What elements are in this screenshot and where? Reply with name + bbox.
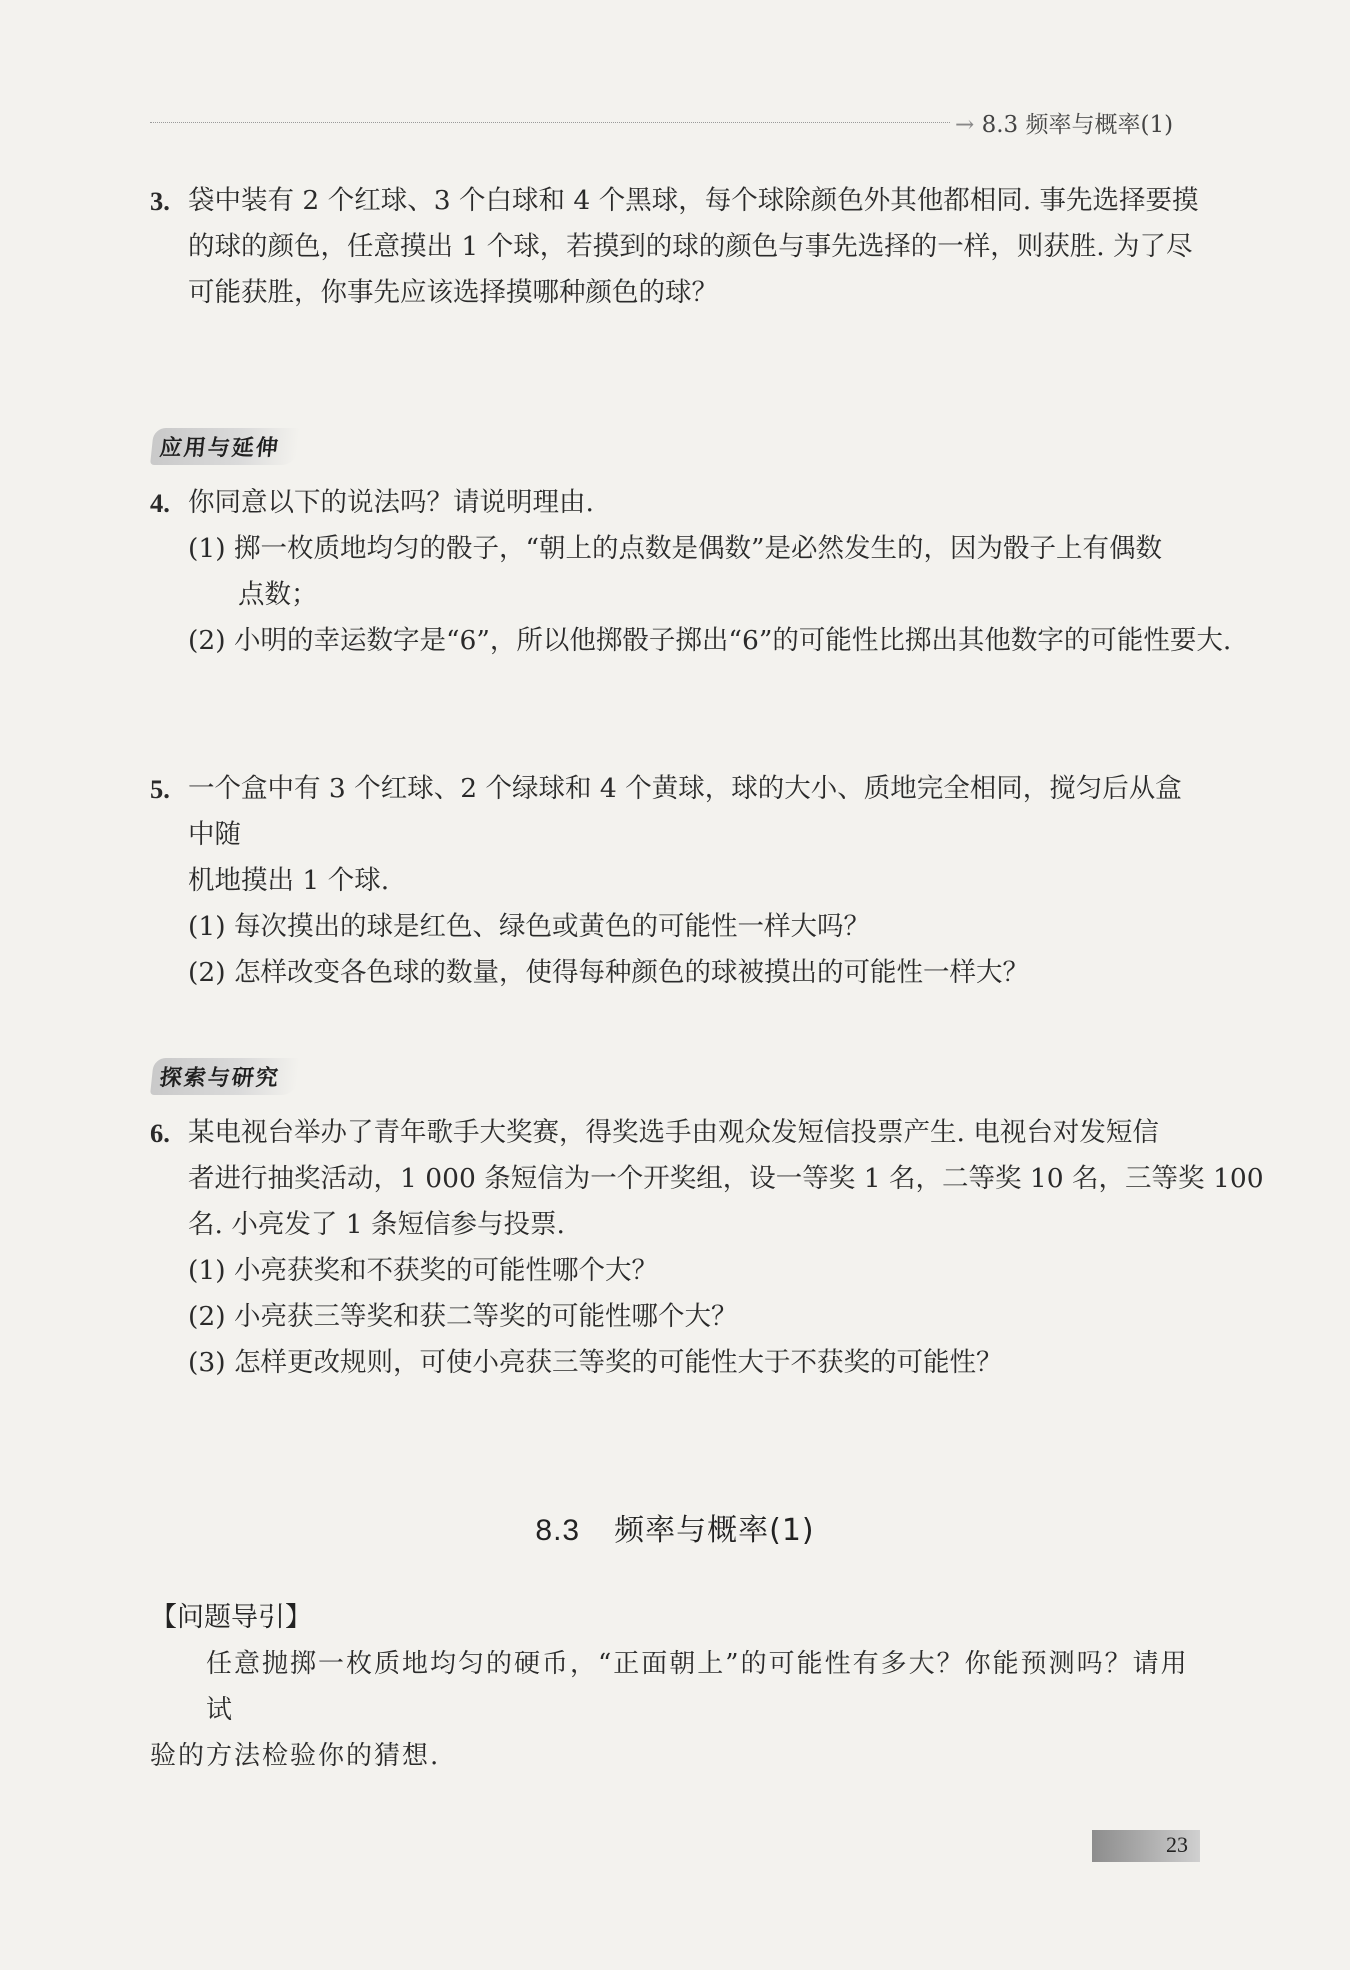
question-text-line: 名. 小亮发了 1 条短信参与投票. xyxy=(188,1209,565,1240)
page-number: 23 xyxy=(1166,1832,1188,1857)
header-rule xyxy=(150,122,950,123)
sub-question-1: (1) 每次摸出的球是红色、绿色或黄色的可能性一样大吗？ xyxy=(188,911,870,942)
question-text: 某电视台举办了青年歌手大奖赛，得奖选手由观众发短信投票产生. 电视台对发短信 xyxy=(188,1117,1159,1148)
intro-line: 任意抛掷一枚质地均匀的硬币，“正面朝上”的可能性有多大？你能预测吗？请用试 xyxy=(206,1649,1189,1725)
question-number: 6. xyxy=(150,1118,170,1148)
sub-question-2: (2) 小亮获三等奖和获二等奖的可能性哪个大？ xyxy=(188,1301,738,1332)
sub-question-1: (1) 小亮获奖和不获奖的可能性哪个大？ xyxy=(188,1255,658,1286)
intro-paragraph xyxy=(150,1641,1200,1779)
question-text: 一个盒中有 3 个红球、2 个绿球和 4 个黄球，球的大小、质地完全相同，搅匀后从盒中随 xyxy=(188,773,1182,850)
sub-question-3: (3) 怎样更改规则，可使小亮获三等奖的可能性大于不获奖的可能性？ xyxy=(188,1347,1003,1378)
section-badge-apply: 应用与延伸 xyxy=(150,428,300,465)
question-number: 5. xyxy=(150,774,170,804)
question-5 xyxy=(150,766,1200,996)
section-number: 8.3 xyxy=(535,1514,581,1547)
intro-line: 验的方法检验你的猜想. xyxy=(150,1741,441,1771)
header-arrow: → xyxy=(955,112,975,138)
sub-question-1-cont: 点数； xyxy=(238,579,318,610)
question-text: 你同意以下的说法吗？请说明理由. xyxy=(188,487,594,518)
question-4 xyxy=(150,480,1232,664)
page-number-tab xyxy=(1092,1830,1200,1862)
sub-question-1: (1) 掷一枚质地均匀的骰子，“朝上的点数是偶数”是必然发生的，因为骰子上有偶数 xyxy=(188,533,1163,564)
section-badge-explore: 探索与研究 xyxy=(150,1058,300,1095)
question-text: 袋中装有 2 个红球、3 个白球和 4 个黑球，每个球除颜色外其他都相同. 事先选择要摸 xyxy=(188,185,1199,216)
section-title-text: 频率与概率(1) xyxy=(614,1513,815,1548)
running-header xyxy=(955,106,1173,139)
sub-question-2: (2) 小明的幸运数字是“6”，所以他掷骰子掷出“6”的可能性比掷出其他数字的可能性要大. xyxy=(188,625,1232,656)
question-6 xyxy=(150,1110,1264,1386)
question-text-line: 的球的颜色，任意摸出 1 个球，若摸到的球的颜色与事先选择的一样，则获胜. 为了尽 xyxy=(188,231,1193,262)
sub-question-2: (2) 怎样改变各色球的数量，使得每种颜色的球被摸出的可能性一样大？ xyxy=(188,957,1029,988)
header-section-ref: 8.3 频率与概率(1) xyxy=(981,112,1174,138)
question-number: 4. xyxy=(150,488,170,518)
problem-guide-label: 【问题导引】 xyxy=(150,1602,312,1633)
question-3 xyxy=(150,178,1200,316)
question-text-line: 者进行抽奖活动，1 000 条短信为一个开奖组，设一等奖 1 名，二等奖 10 名，三等奖 100 xyxy=(188,1163,1264,1194)
question-text-line: 可能获胜，你事先应该选择摸哪种颜色的球？ xyxy=(188,277,718,308)
question-text-line: 机地摸出 1 个球. xyxy=(188,865,390,896)
section-title xyxy=(0,1505,1350,1549)
question-number: 3. xyxy=(150,186,170,216)
